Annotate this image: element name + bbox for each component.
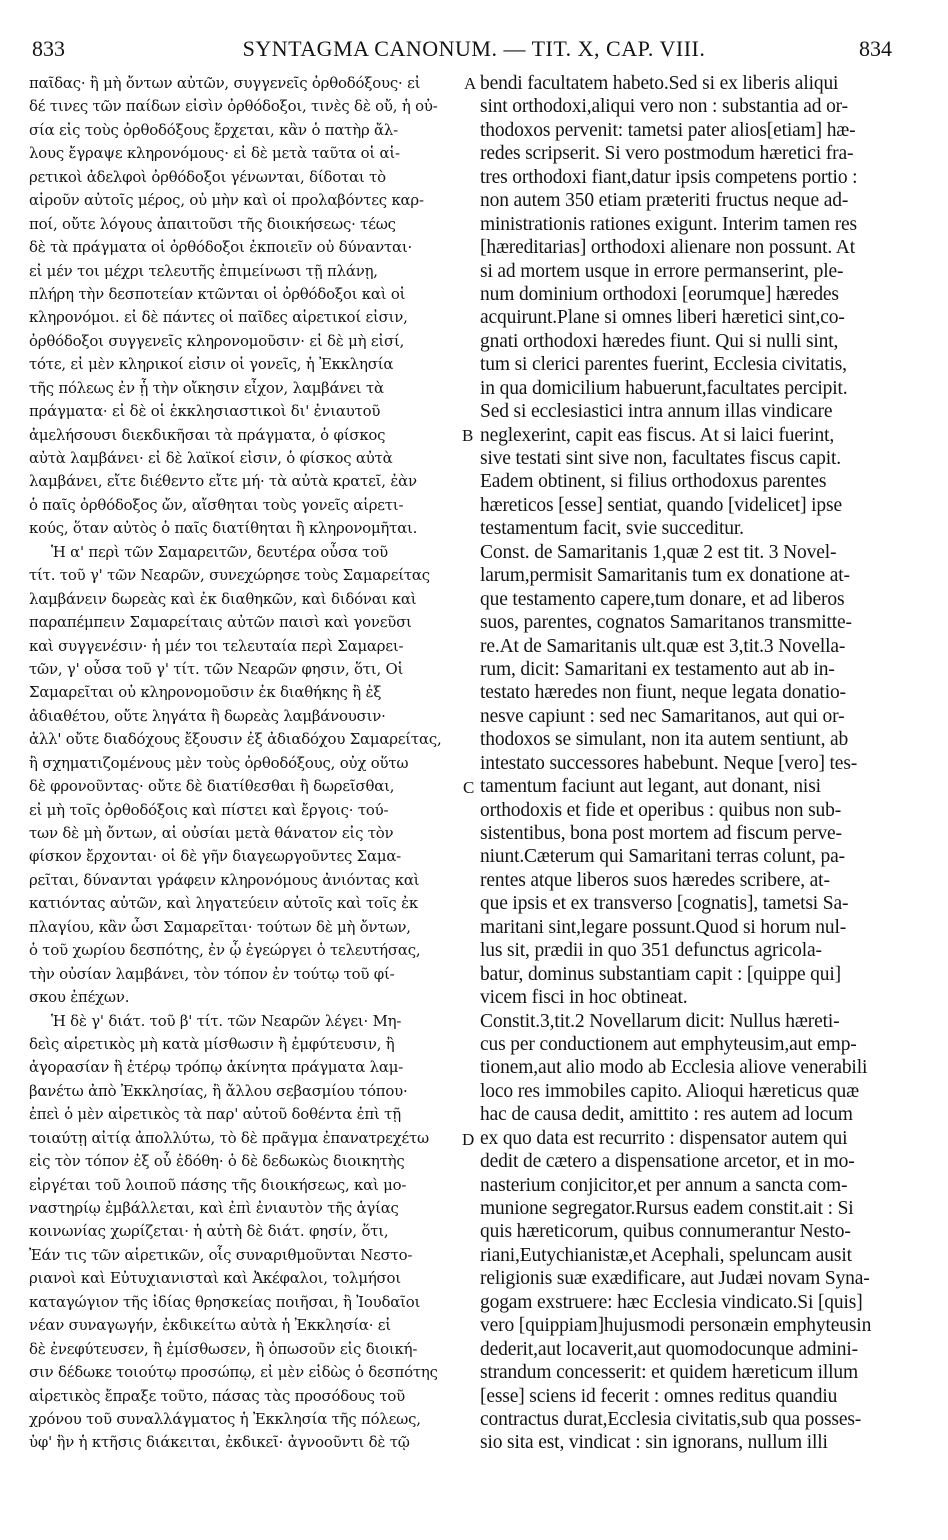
section-marker-b: B xyxy=(462,426,474,445)
text-line: si ad mortem usque in errore permanserint, ple- xyxy=(480,260,844,282)
section-marker-a: A xyxy=(464,74,477,93)
text-line: ἀδιαθέτου, οὔτε ληγάτα ἢ δωρεὰς λαμβάνουσιν· xyxy=(29,706,386,725)
text-line: dederit,aut locaverit,aut quomodocunque admini- xyxy=(480,1338,858,1360)
text-line: πλήρη τὴν δεσποτείαν κτῶνται οἱ ὀρθόδοξοι καὶ οἱ xyxy=(29,284,406,303)
text-line: κατιόντας αὐτῶν, καὶ ληγατεύειν αὐτοῖς καὶ τοῖς ἐκ xyxy=(29,894,418,913)
text-line: sive testati sint sive non, facultates fiscus capit. xyxy=(480,448,841,469)
text-line: αἱροῦν αὐτοῖς μέρος, οὐ μὴν καὶ οἱ προλαβόντες καρ- xyxy=(29,191,424,210)
text-line: εἰ μέν τοι μέχρι τελευτῆς ἐπιμείνωσι τῇ πλάνῃ, xyxy=(29,261,378,280)
text-line: que ipsis et ex transverso [cognatis], tametsi Sa- xyxy=(480,893,849,915)
text-line: sistentibus, bona post mortem ad fiscum perve- xyxy=(480,823,842,844)
text-line: Constit.3,tit.2 Novellarum dicit: Nullus hæreti- xyxy=(480,1010,840,1032)
text-line: sint orthodoxi,aliqui vero non : substantia ad or- xyxy=(480,96,848,118)
text-line: κούς, ὅταν αὐτὸς ὁ παῖς διατίθηται ἢ κληρονομῆται. xyxy=(29,519,418,538)
text-line: acquirunt.Plane si omnes liberi hæretici sint,co- xyxy=(480,307,845,329)
text-line: Eadem obtinent, si filius orthodoxus parentes xyxy=(480,471,827,493)
text-line: φίσκον ἔρχονται· οἱ δὲ γῆν διαγεωργοῦντες Σαμα- xyxy=(29,847,402,866)
text-line: ρεῖται, δύνανται γράφειν κληρονόμους ἀνιόντας καὶ xyxy=(29,870,420,889)
text-line: δὲ ἐνεφύτευσεν, ἢ ἐμίσθωσεν, ἢ ὁπωσοῦν εἰς διοική- xyxy=(29,1339,418,1358)
text-line: dedit de cætero a dispensatione arcetor, et in mo- xyxy=(480,1151,855,1173)
text-line: εἰργέται τοῦ λοιποῦ πάσης τῆς διοικήσεως, καὶ μο- xyxy=(29,1175,407,1194)
text-line: testamentum facit, svie succeditur. xyxy=(480,518,744,540)
text-line: hac de causa dedit, amittito : res autem ad locum xyxy=(480,1104,853,1126)
text-line: batur, dominus substantiam capit : [quippe qui] xyxy=(480,963,841,985)
text-line: καὶ συγγενέσιν· ἡ μέν τοι τελευταία περὶ Σαμαρει- xyxy=(29,636,404,655)
text-line: rum, dicit: Samaritani ex testamento aut ab in- xyxy=(480,658,835,680)
text-line: των δὲ μὴ ὄντων, αἱ οὐσίαι μετὰ θάνατον εἰς τὸν xyxy=(29,824,394,842)
text-line: orthodoxis et fide et operibus : quibus non sub- xyxy=(480,799,842,821)
text-line: [esse] sciens id fecerit : omnes reditus quandiu xyxy=(480,1385,838,1407)
text-line: Const. de Samaritanis 1,quæ 2 est tit. 3 Novel- xyxy=(480,541,837,563)
text-line: τῆς πόλεως ἐν ᾗ τὴν οἴκησιν εἶχον, λαμβάνει τὰ xyxy=(29,378,384,397)
text-line: ἀλλ' οὔτε διαδόχους ἔξουσιν ἐξ ἀδιαδόχου Σαμαρείτας, xyxy=(29,730,442,749)
text-line: κληρονόμοι. εἰ δὲ πάντες οἱ παῖδες αἱρετικοί εἰσιν, xyxy=(29,308,408,327)
greek-text-column xyxy=(29,72,462,1455)
text-line: βανέτω ἀπὸ Ἐκκλησίας, ἢ ἄλλου σεβασμίου τόπου· xyxy=(29,1081,408,1100)
text-line: Ἐάν τις τῶν αἱρετικῶν, οἷς συναριθμοῦνται Νεστο- xyxy=(29,1245,413,1264)
text-line: παῖδας· ἢ μὴ ὄντων αὐτῶν, συγγενεῖς ὀρθοδόξους· εἰ xyxy=(29,74,421,92)
text-line: λους ἔγραψε κληρονόμους· εἰ δὲ μετὰ ταῦτα οἱ αἱ- xyxy=(29,144,400,163)
text-line: νέαν συναγωγήν, ἐκδικείτω αὐτὰ ἡ Ἐκκλησία· εἰ xyxy=(29,1316,391,1335)
text-line: nesve capiunt : sed nec Samaritanos, aut qui or- xyxy=(480,705,845,727)
text-line: ριανοὶ καὶ Εὐτυχιανισταὶ καὶ Ἀκέφαλοι, τολμήσοι xyxy=(29,1269,401,1288)
text-line: ministrationis rationes exigunt. Interim tamen res xyxy=(480,213,857,235)
text-line: rentes atque liberos suos hæredes scribere, at- xyxy=(480,869,830,891)
text-line: ποί, οὔτε λόγους ἀπαιτοῦσι τῆς διοικήσεως· τέως xyxy=(29,214,396,233)
page-header xyxy=(0,6,948,62)
text-line: strandum concesserit: et quidem hæreticum illum xyxy=(480,1362,858,1384)
section-marker-c: C xyxy=(463,778,475,797)
text-line: in qua domicilium habuerunt,facultates percipit. xyxy=(480,377,848,399)
text-line: εἰ μὴ τοῖς ὀρθοδόξοις καὶ πίστει καὶ ἔργοις· τού- xyxy=(29,800,389,819)
text-line: gnati orthodoxi hæredes fiunt. Qui si nulli sint, xyxy=(480,330,839,352)
text-line: ρετικοὶ ἀδελφοὶ ὀρθόδοξοι γένωνται, δίδοται τὸ xyxy=(29,167,386,186)
text-line: λαμβάνειν δωρεὰς καὶ ἐκ διαθηκῶν, καὶ διδόναι καὶ xyxy=(29,589,417,608)
text-line: χρόνου τοῦ συναλλάγματος ἡ Ἐκκλησία τῆς πόλεως, xyxy=(29,1409,421,1428)
text-line: παραπέμπειν Σαμαρείταις αὐτῶν παισὶ καὶ γονεῦσι xyxy=(29,613,412,632)
text-line: thodoxos pervenit: tametsi pater alios[etiam] hæ- xyxy=(480,119,856,141)
text-line: riani,Eutychianistæ,et Acephali, speluncam ausit xyxy=(480,1244,852,1266)
text-line: ἀμελήσουσι διεκδικῆσαι τὰ πράγματα, ὁ φίσκος xyxy=(29,425,386,444)
text-line: ex quo data est recurrito : dispensator autem qui xyxy=(480,1127,848,1149)
text-line: [hæreditarias] orthodoxi alienare non possunt. At xyxy=(480,237,855,259)
text-line: ἐπεὶ ὁ μὲν αἱρετικὸς τὰ παρ' αὐτοῦ δοθέντα ἐπὶ τῇ xyxy=(29,1105,401,1124)
text-line: que testamento capere,tum donare, et ad liberos xyxy=(480,588,845,610)
text-line: τῶν, γ' οὖσα τοῦ γ' τίτ. τῶν Νεαρῶν φησιν, ὅτι, Οἱ xyxy=(29,659,404,678)
text-line: maritani sint,legare possunt.Quod si horum nul- xyxy=(480,916,847,938)
text-line: Σαμαρεῖται οὐ κληρονομοῦσιν ἐκ διαθήκης ἢ ἐξ xyxy=(29,683,382,702)
text-line: ὁ παῖς ὀρθόδοξος ὤν, αἴσθηται τοὺς γονεῖς αἱρετι- xyxy=(29,495,404,514)
text-line: δὲ τὰ πράγματα οἱ ὀρθόδοξοι ἐκποιεῖν οὐ δύνανται· xyxy=(29,238,413,257)
text-line: τοιαύτῃ αἰτίᾳ ἀπολλύτω, τὸ δὲ πρᾶγμα ἐπανατρεχέτω xyxy=(29,1128,429,1147)
text-line: καταγώγιον τῆς ἰδίας θρησκείας ποιῆσαι, ἢ Ἰουδαῖοι xyxy=(29,1292,421,1311)
left-column-number: 833 xyxy=(32,36,65,61)
text-line: intestato successores habebunt. Neque [vero] tes- xyxy=(480,752,858,774)
text-line: testato hæredes non fiunt, neque legata donatio- xyxy=(480,682,846,704)
text-line: thodoxos se simulant, non ita autem sentiunt, ab xyxy=(480,729,849,751)
text-line: sio sita est, vindicat : sin ignorans, nullum illi xyxy=(480,1432,828,1454)
text-line: loco res immobiles capito. Alioqui hæreticus quæ xyxy=(480,1080,859,1102)
text-line: non autem 350 etiam præteriti fructus neque ad- xyxy=(480,190,849,212)
text-line: εἰς τὸν τόπον ἐξ οὗ ἐδόθη· ὁ δὲ δεδωκὼς διοικητὴς xyxy=(29,1152,405,1171)
text-line: vicem fisci in hoc obtineat. xyxy=(480,987,688,1009)
text-line: hæreticos [esse] sentiat, quando [videlicet] ipse xyxy=(480,494,842,516)
text-line: num dominium orthodoxi [eorumque] hæredes xyxy=(480,283,839,305)
text-line: gogam exstruere: hæc Ecclesia vindicato.Si [quis] xyxy=(480,1291,863,1313)
text-line: nasterium conjicitor,et per annum a sancta com- xyxy=(480,1174,848,1196)
text-line: αἱρετικὸς ἔπραξε τοῦτο, πάσας τὰς προσόδους τοῦ xyxy=(29,1386,405,1405)
text-line: ἀγορασίαν ἢ ἑτέρῳ τρόπῳ ἀκίνητα πράγματα λαμ- xyxy=(29,1058,404,1077)
text-line: lus sit, prædii in quo 351 defunctus agricola- xyxy=(480,940,822,962)
right-column-number: 834 xyxy=(859,36,892,61)
text-line: λαμβάνει, εἴτε διέθεντο εἴτε μή· τὰ αὐτὰ κρατεῖ, ἐὰν xyxy=(29,472,417,491)
text-line: πράγματα· εἰ δὲ οἱ ἐκκλησιαστικοὶ δι' ἐνιαυτοῦ xyxy=(29,402,381,421)
text-line: redes scripserit. Si vero postmodum hæretici fra- xyxy=(480,143,854,165)
running-title: SYNTAGMA CANONUM. — TIT. X, CAP. VIII. xyxy=(242,36,706,61)
text-line: contractus durat,Ecclesia civitatis,sub qua posses- xyxy=(480,1408,862,1430)
text-line: σκου ἐπέχων. xyxy=(29,988,130,1007)
text-line: bendi facultatem habeto.Sed si ex liberis aliqui xyxy=(480,73,839,94)
text-line: σιν δέδωκε τοιούτῳ προσώπῳ, εἰ μὲν εἰδὼς ὁ δεσπότης xyxy=(29,1363,438,1382)
text-line: quis hæreticorum, quibus connumerantur Nesto- xyxy=(480,1221,851,1243)
text-line: ὑφ' ἣν ἡ κτῆσις διάκειται, ἐκδικεῖ· ἀγνοοῦντι δὲ τῷ xyxy=(29,1433,410,1452)
text-line: τότε, εἰ μὲν κληρικοί εἰσιν οἱ γονεῖς, ἡ Ἐκκλησία xyxy=(29,355,394,374)
text-line: τίτ. τοῦ γ' τῶν Νεαρῶν, συνεχώρησε τοὺς Σαμαρείτας xyxy=(29,566,430,585)
text-line: ἢ σχηματιζομένους μὲν τοὺς ὀρθοδόξους, οὐχ οὕτω xyxy=(29,753,409,772)
text-line: κοινωνίας χωρίζεται· ἡ αὐτὴ δὲ διάτ. φησίν, ὅτι, xyxy=(29,1222,389,1241)
text-line: ὁ τοῦ χωρίου δεσπότης, ἐν ᾧ ἐγεώργει ὁ τελευτήσας, xyxy=(29,941,421,960)
text-line: tum si clerici parentes fuerint, Ecclesia civitatis, xyxy=(480,354,847,376)
text-line: re.At de Samaritanis ult.quæ est 3,tit.3 Novella- xyxy=(480,635,846,657)
latin-text-column xyxy=(480,72,912,1455)
text-line: neglexerint, capit eas fiscus. At si laici fuerint, xyxy=(480,424,835,446)
text-line: ναστηρίῳ ἐμβάλλεται, καὶ ἐπὶ ἐνιαυτὸν τῆς ἁγίας xyxy=(29,1199,399,1217)
text-line: δεὶς αἱρετικὸς μὴ κατὰ μίσθωσιν ἢ ἐμφύτευσιν, ἢ xyxy=(29,1034,395,1053)
text-line: Ἡ α' περὶ τῶν Σαμαρειτῶν, δευτέρα οὖσα τοῦ xyxy=(51,542,388,561)
text-line: religionis suæ exædificare, aut Judæi novam Syna- xyxy=(480,1268,870,1290)
text-line: suos, parentes, cognatos Samaritanos transmitte- xyxy=(480,612,852,634)
text-line: δὲ φρονοῦντας· οὔτε δὲ διατίθεσθαι ἢ δωρεῖσθαι, xyxy=(29,777,395,796)
text-line: tres orthodoxi fiant,datur ipsis competens portio : xyxy=(480,166,858,188)
text-line: niunt.Cæterum qui Samaritani terras colunt, pa- xyxy=(480,846,845,868)
text-line: vero [quippiam]hujusmodi personæin emphyteusin xyxy=(480,1315,872,1337)
text-line: Ἡ δὲ γ' διάτ. τοῦ β' τίτ. τῶν Νεαρῶν λέγει· Μη- xyxy=(51,1011,402,1030)
text-line: αὐτὰ λαμβάνει· εἰ δὲ λαϊκοί εἰσιν, ὁ φίσκος αὐτὰ xyxy=(29,449,393,467)
section-marker-d: D xyxy=(462,1130,475,1149)
text-line: tamentum faciunt aut legant, aut donant, nisi xyxy=(480,776,821,798)
text-line: tionem,aut alio modo ab Ecclesia aliove venerabili xyxy=(480,1057,868,1079)
text-line: δέ τινες τῶν παίδων εἰσὶν ὀρθόδοξοι, τινὲς δὲ οὔ, ἡ οὐ- xyxy=(29,97,438,116)
text-line: larum,permisit Samaritanis tum ex donatione at- xyxy=(480,565,850,587)
text-line: ὀρθόδοξοι συγγενεῖς κληρονομοῦσιν· εἰ δὲ μὴ εἰσί, xyxy=(29,331,405,350)
text-line: πλαγίου, κἂν ὦσι Σαμαρεῖται· τούτων δὲ μὴ ὄντων, xyxy=(29,917,411,936)
text-line: Sed si ecclesiastici intra annum illas vindicare xyxy=(480,401,833,423)
text-line: munione segregator.Rursus eadem constit.ait : Si xyxy=(480,1198,854,1219)
text-line: σία εἰς τοὺς ὀρθοδόξους ἔρχεται, κἂν ὁ πατὴρ ἄλ- xyxy=(29,120,398,139)
text-line: cus per conductionem aut emphyteusim,aut emp- xyxy=(480,1033,857,1055)
text-line: τὴν οὐσίαν λαμβάνει, τὸν τόπον ἐν τούτῳ τοῦ φί- xyxy=(29,964,395,983)
